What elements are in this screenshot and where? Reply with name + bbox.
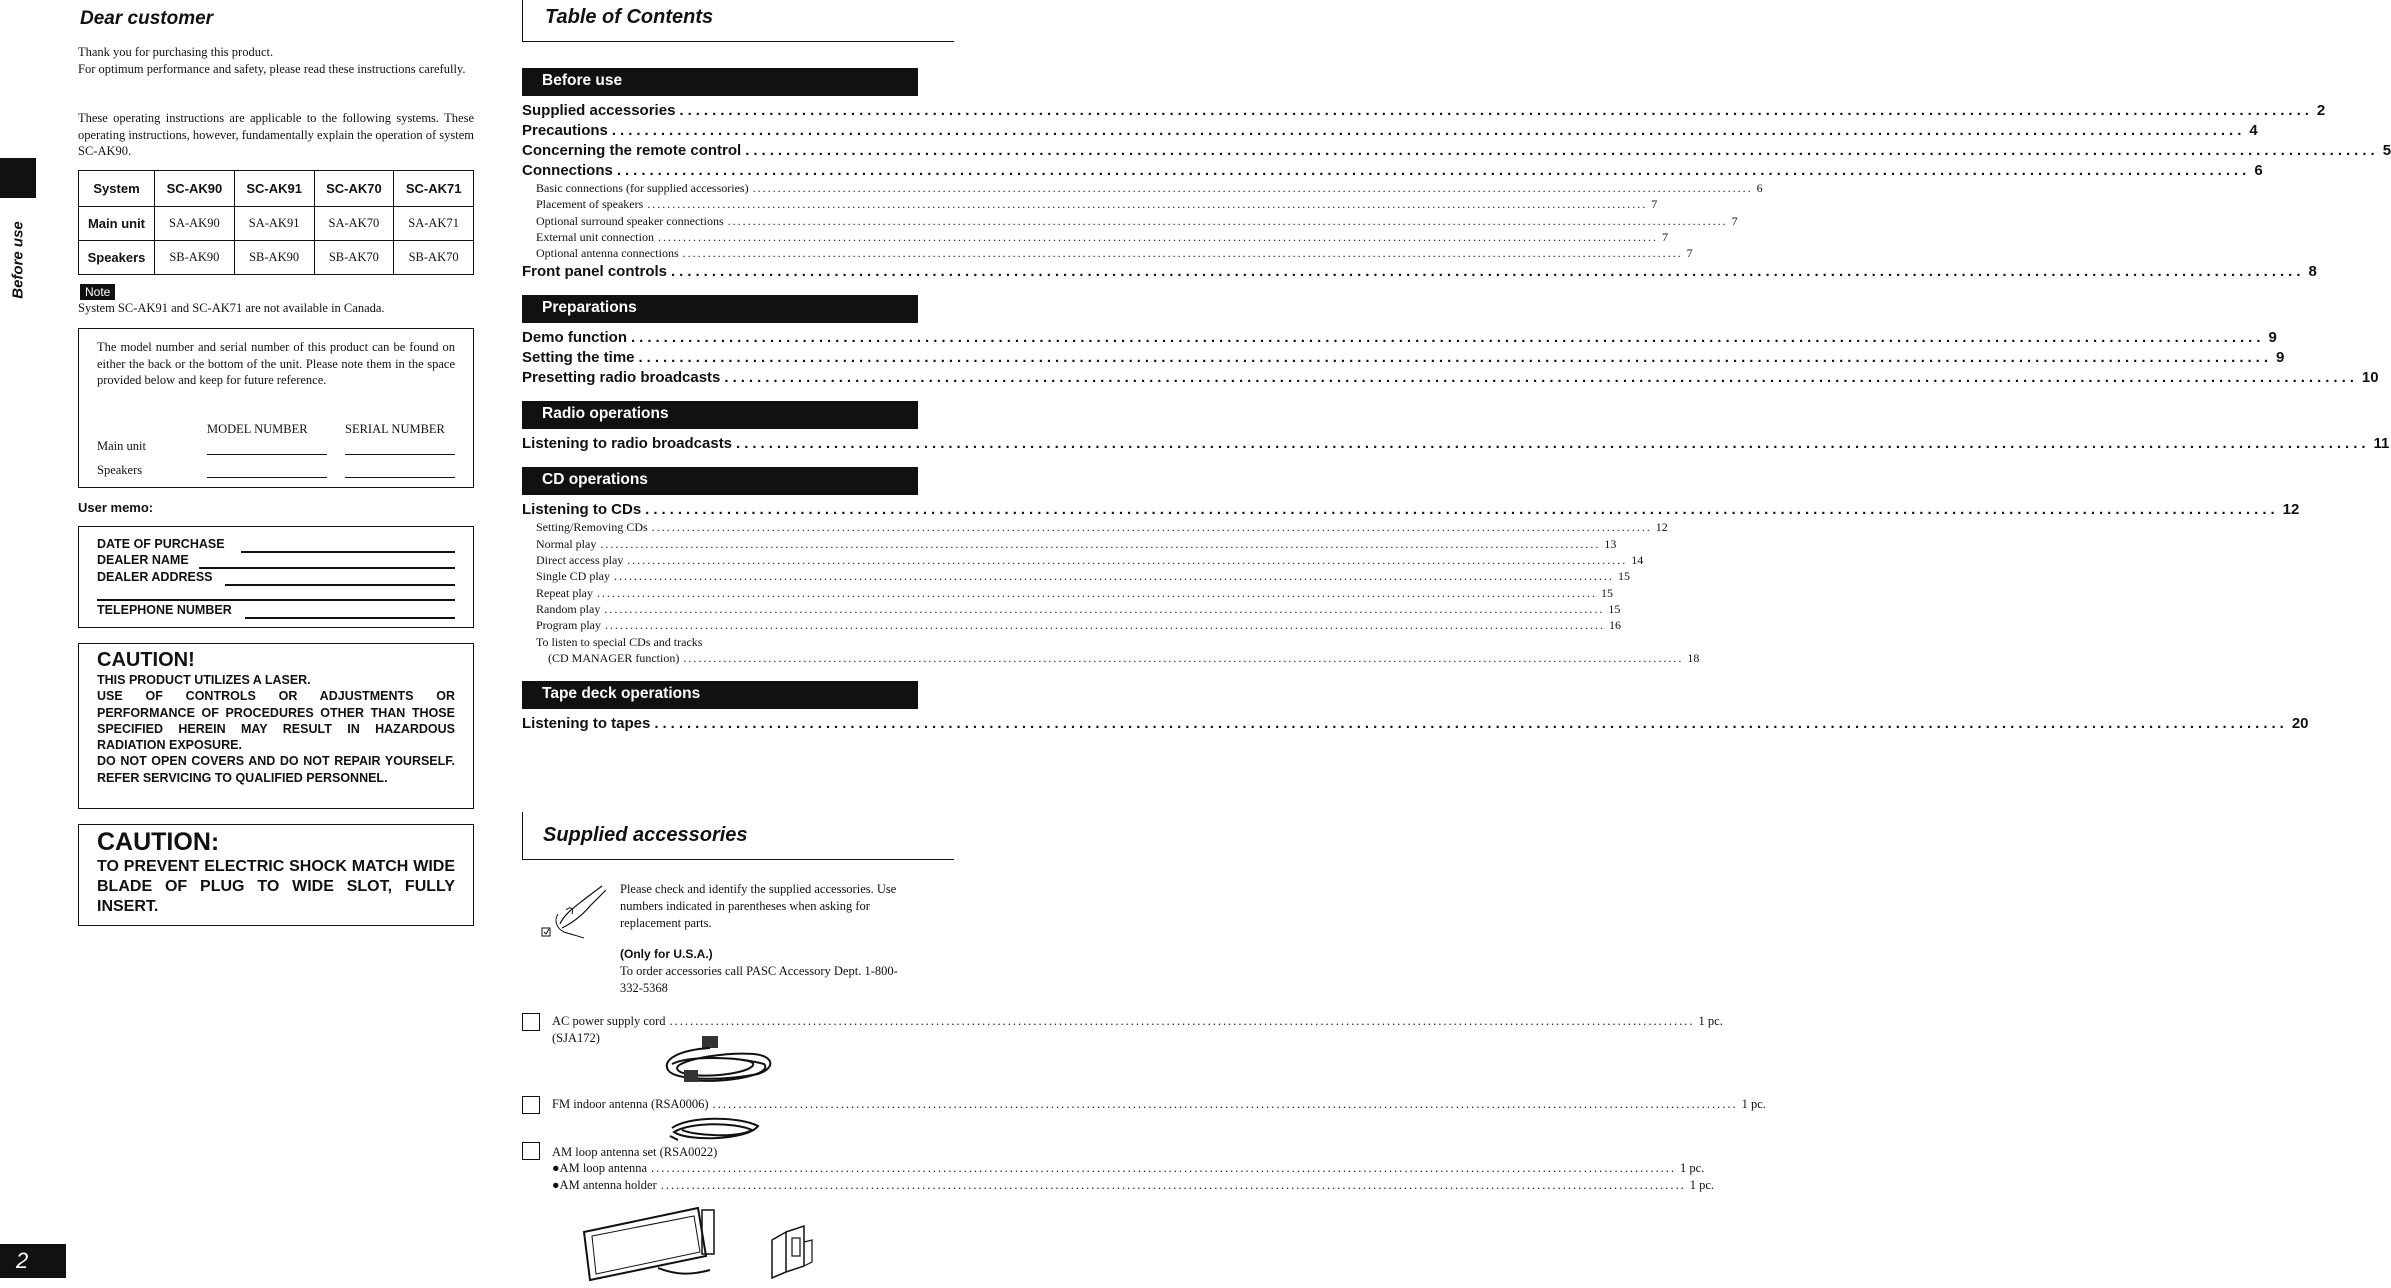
toc-subentry-surround[interactable]: Optional surround speaker connections ........................................................................................................................................................................................................ 7 <box>536 214 1738 228</box>
toc-subentry-external[interactable]: External unit connection ........................................................................................................................................................................................................ 7 <box>536 230 1668 244</box>
side-tab-label: Before use <box>9 221 27 299</box>
toc-entry-remote[interactable]: Concerning the remote control ........................................................................................................................................................................................................ 5 <box>522 142 2391 159</box>
note-badge: Note <box>80 284 115 300</box>
main-unit-model-line <box>207 454 327 455</box>
toc-entry-supplied[interactable]: Supplied accessories ........................................................................................................................................................................................................ 2 <box>522 102 2326 119</box>
toc-header <box>522 0 954 42</box>
am-antenna-holder-line: ●AM antenna holder ........................................................................................................................................................................................................ 1 pc. <box>552 1178 1715 1192</box>
ac-cord-line: AC power supply cord ........................................................................................................................................................................................................ 1 pc. <box>552 1014 1723 1028</box>
toc-subentry-random[interactable]: Random play ........................................................................................................................................................................................................ 15 <box>536 602 1621 616</box>
toc-subentry-program[interactable]: Program play ........................................................................................................................................................................................................ 16 <box>536 618 1621 632</box>
laser-caution-line-2: USE OF CONTROLS OR ADJUSTMENTS OR PERFORMANCE OF PROCEDURES OTHER THAN THOSE SPECIFIED HEREIN MAY RESULT IN HAZARDOUS RADIATION EXPOSURE. <box>97 689 455 753</box>
table-cell: SA-AK70 <box>314 207 394 241</box>
table-header-cell: SC-AK90 <box>155 171 235 207</box>
shock-caution-text: TO PREVENT ELECTRIC SHOCK MATCH WIDE BLADE OF PLUG TO WIDE SLOT, FULLY INSERT. <box>97 858 455 915</box>
toc-subentry-setting-cds[interactable]: Setting/Removing CDs ........................................................................................................................................................................................................ 12 <box>536 520 1668 534</box>
date-of-purchase-line <box>241 551 455 553</box>
table-row-header: Main unit <box>79 207 155 241</box>
toc-subentry-direct[interactable]: Direct access play ........................................................................................................................................................................................................ 14 <box>536 553 1644 567</box>
table-header-cell: SC-AK71 <box>394 171 474 207</box>
toc-title: Table of Contents <box>545 6 714 28</box>
laser-caution-line-3: DO NOT OPEN COVERS AND DO NOT REPAIR YOURSELF. REFER SERVICING TO QUALIFIED PERSONNEL. <box>97 754 455 785</box>
ac-cord-checkbox[interactable] <box>522 1013 540 1031</box>
section-bar-radio: Radio operations <box>522 401 918 429</box>
table-header-cell: SC-AK70 <box>314 171 394 207</box>
main-unit-label: Main unit <box>97 439 146 453</box>
toc-entry-listen-radio[interactable]: Listening to radio broadcasts ........................................................................................................................................................................................................ 11 <box>522 435 2390 452</box>
table-cell: SB-AK90 <box>155 241 235 275</box>
toc-entry-demo[interactable]: Demo function ........................................................................................................................................................................................................ 9 <box>522 329 2277 346</box>
dealer-address-line <box>225 584 455 586</box>
speakers-label: Speakers <box>97 463 143 477</box>
main-unit-serial-line <box>345 454 455 455</box>
table-cell: SB-AK90 <box>234 241 314 275</box>
table-header-cell: System <box>79 171 155 207</box>
table-cell: SA-AK91 <box>234 207 314 241</box>
table-cell: SB-AK70 <box>314 241 394 275</box>
checking-pen-icon <box>540 884 612 940</box>
note-text: System SC-AK91 and SC-AK71 are not available in Canada. <box>78 301 385 315</box>
speakers-model-line <box>207 477 327 478</box>
toc-subentry-basic-connections[interactable]: Basic connections (for supplied accessories) ........................................................................................................................................................................................................ 6 <box>536 181 1763 195</box>
model-number-header: MODEL NUMBER <box>207 422 308 436</box>
toc-entry-presetting[interactable]: Presetting radio broadcasts ........................................................................................................................................................................................................ 10 <box>522 369 2379 386</box>
fm-antenna-checkbox[interactable] <box>522 1096 540 1114</box>
model-serial-box <box>78 328 474 488</box>
intro-line-1: Thank you for purchasing this product. <box>78 45 274 59</box>
ac-cord-icon <box>658 1034 782 1088</box>
serial-number-header: SERIAL NUMBER <box>345 422 445 436</box>
am-antenna-set-label: AM loop antenna set (RSA0022) <box>552 1145 718 1159</box>
user-memo-box <box>78 526 474 628</box>
accessories-title: Supplied accessories <box>543 824 748 846</box>
am-antenna-set-checkbox[interactable] <box>522 1142 540 1160</box>
section-bar-tape: Tape deck operations <box>522 681 918 709</box>
dear-customer-title: Dear customer <box>80 8 214 29</box>
table-row <box>79 241 474 275</box>
dealer-address-line-2 <box>97 599 455 601</box>
page-number: 2 <box>0 1244 66 1278</box>
shock-caution-box <box>78 824 474 926</box>
section-bar-before-use: Before use <box>522 68 918 96</box>
toc-subentry-normal[interactable]: Normal play ........................................................................................................................................................................................................ 13 <box>536 537 1617 551</box>
side-tab-block <box>0 158 36 198</box>
intro-paragraph-1 <box>78 44 474 77</box>
accessories-intro: Please check and identify the supplied accessories. Use numbers indicated in parentheses when asking for replacement parts. <box>620 882 897 930</box>
telephone-number-line <box>245 617 455 619</box>
toc-subentry-antenna[interactable]: Optional antenna connections ........................................................................................................................................................................................................ 7 <box>536 246 1693 260</box>
toc-entry-listen-tape[interactable]: Listening to tapes ........................................................................................................................................................................................................ 20 <box>522 715 2309 732</box>
table-header-cell: SC-AK91 <box>234 171 314 207</box>
table-cell: SB-AK70 <box>394 241 474 275</box>
date-of-purchase-label: DATE OF PURCHASE <box>97 537 225 551</box>
laser-caution-title: CAUTION! <box>97 649 195 671</box>
toc-subentry-special-cds[interactable]: To listen to special CDs and tracks <box>536 635 703 649</box>
table-row-header: Speakers <box>79 241 155 275</box>
fm-antenna-icon <box>668 1114 762 1144</box>
toc-entry-front-panel[interactable]: Front panel controls ........................................................................................................................................................................................................ 8 <box>522 263 2317 280</box>
toc-entry-time[interactable]: Setting the time ........................................................................................................................................................................................................ 9 <box>522 349 2285 366</box>
am-loop-antenna-icon <box>578 1204 728 1282</box>
shock-caution-title: CAUTION: <box>97 828 220 856</box>
fm-antenna-line: FM indoor antenna (RSA0006) ........................................................................................................................................................................................................ 1 pc. <box>552 1097 1766 1111</box>
model-serial-paragraph: The model number and serial number of this product can be found on either the back or the bottom of the unit. Please note them in the space provided below and keep for future reference. <box>97 340 455 387</box>
dealer-name-line <box>199 567 455 569</box>
section-bar-preparations: Preparations <box>522 295 918 323</box>
laser-caution-line-1: THIS PRODUCT UTILIZES A LASER. <box>97 673 311 687</box>
usa-only-label: (Only for U.S.A.) <box>620 947 713 961</box>
toc-subentry-cd-manager[interactable]: (CD MANAGER function) ........................................................................................................................................................................................................ 18 <box>548 651 1700 665</box>
table-cell: SA-AK71 <box>394 207 474 241</box>
laser-caution-box <box>78 643 474 809</box>
dealer-address-label: DEALER ADDRESS <box>97 570 213 584</box>
systems-table <box>78 170 474 275</box>
user-memo-label: User memo: <box>78 500 154 515</box>
am-antenna-holder-icon <box>766 1222 816 1280</box>
toc-entry-precautions[interactable]: Precautions ........................................................................................................................................................................................................ 4 <box>522 122 2258 139</box>
speakers-serial-line <box>345 477 455 478</box>
telephone-number-label: TELEPHONE NUMBER <box>97 603 232 617</box>
am-loop-antenna-line: ●AM loop antenna ........................................................................................................................................................................................................ 1 pc. <box>552 1161 1705 1175</box>
toc-entry-listen-cd[interactable]: Listening to CDs ........................................................................................................................................................................................................ 12 <box>522 501 2300 518</box>
systems-table-header <box>79 171 474 207</box>
intro-line-2: For optimum performance and safety, please read these instructions carefully. <box>78 61 466 76</box>
intro-paragraph-2: These operating instructions are applicable to the following systems. These operating instructions, however, fundamentally explain the operation of system SC-AK90. <box>78 111 474 158</box>
toc-subentry-repeat[interactable]: Repeat play ........................................................................................................................................................................................................ 15 <box>536 586 1613 600</box>
table-cell: SA-AK90 <box>155 207 235 241</box>
usa-order-text: To order accessories call PASC Accessory Dept. 1-800-332-5368 <box>620 964 898 995</box>
toc-entry-connections[interactable]: Connections ........................................................................................................................................................................................................ 6 <box>522 162 2263 179</box>
dealer-name-label: DEALER NAME <box>97 553 189 567</box>
toc-subentry-single[interactable]: Single CD play ........................................................................................................................................................................................................ 15 <box>536 569 1630 583</box>
ac-cord-part-number: (SJA172) <box>552 1031 600 1045</box>
section-bar-cd: CD operations <box>522 467 918 495</box>
toc-subentry-placement[interactable]: Placement of speakers ........................................................................................................................................................................................................ 7 <box>536 197 1658 211</box>
table-row <box>79 207 474 241</box>
accessories-header <box>522 812 954 860</box>
